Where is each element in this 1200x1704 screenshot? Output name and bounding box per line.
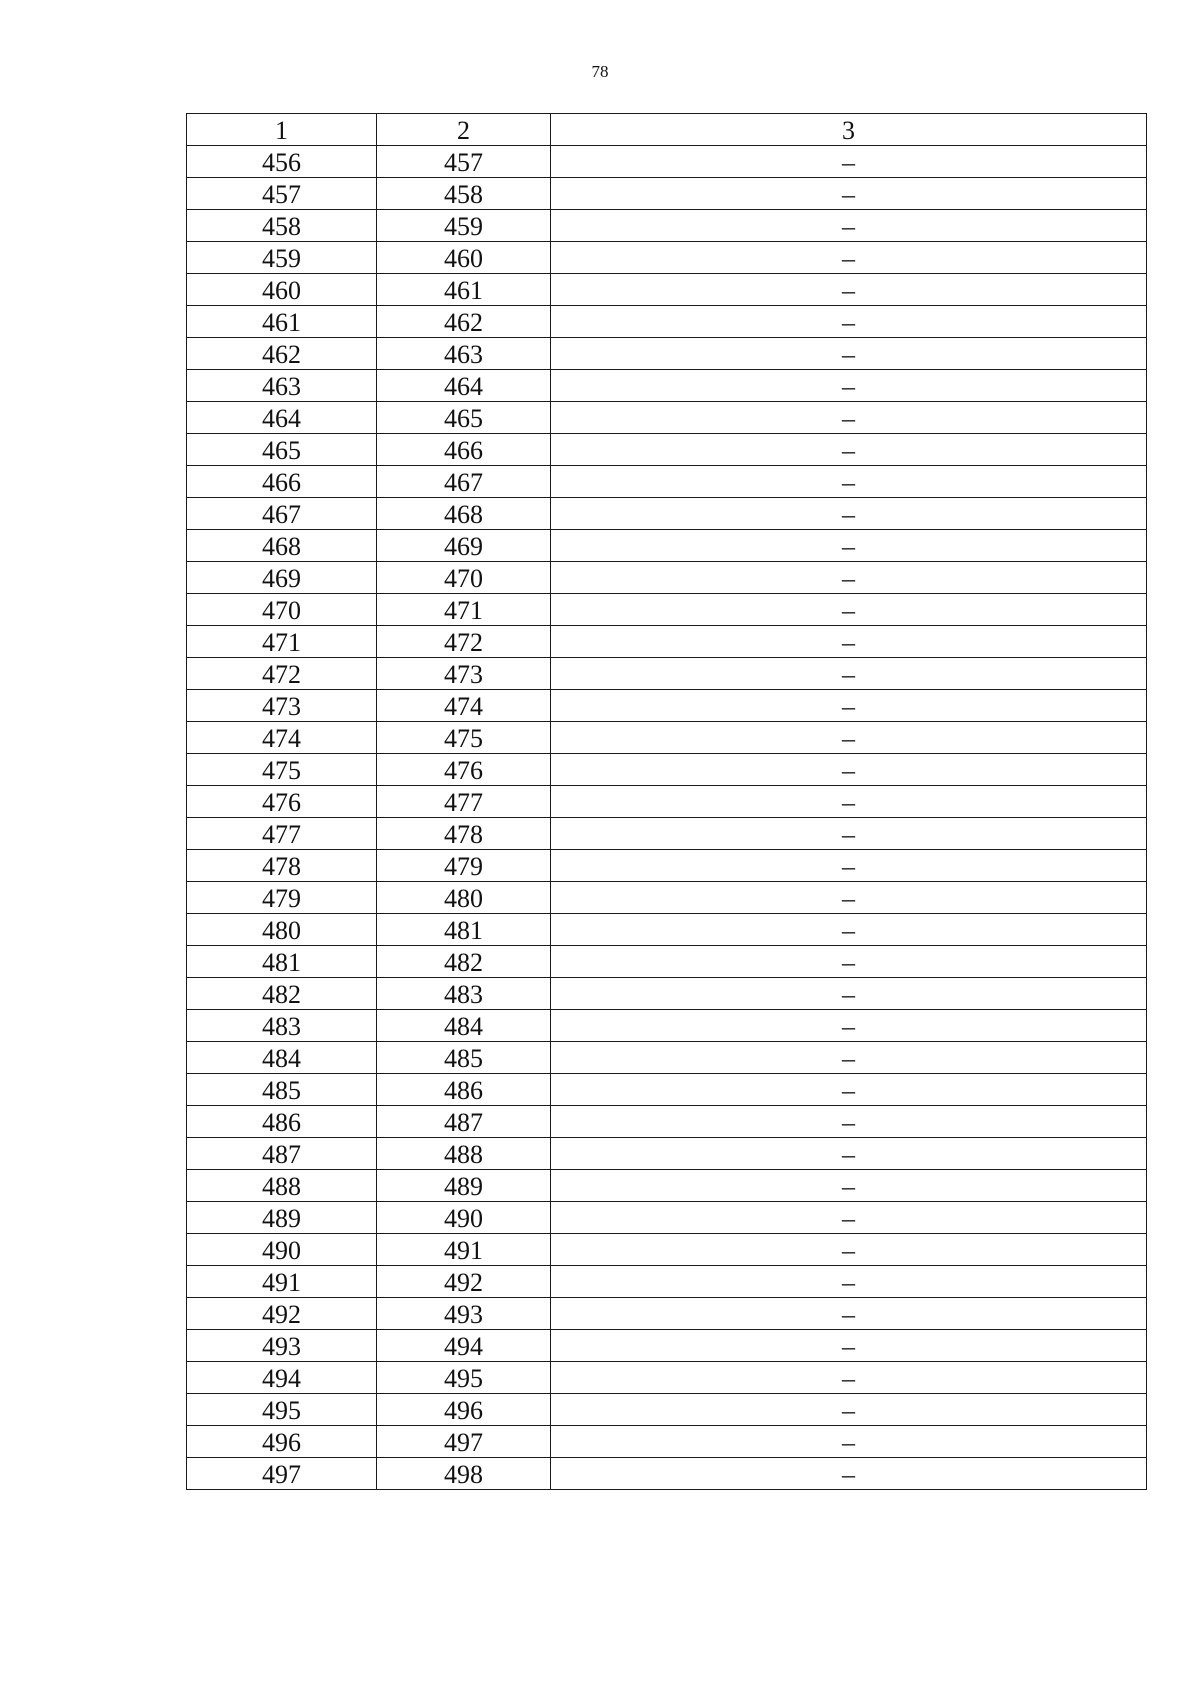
table-cell: – [551,850,1147,882]
table-cell: 492 [377,1266,551,1298]
table-cell: 494 [377,1330,551,1362]
table-cell: – [551,338,1147,370]
table-cell: 491 [377,1234,551,1266]
table-cell: – [551,882,1147,914]
table-cell: 458 [377,178,551,210]
table-cell: 484 [187,1042,377,1074]
table-cell: 468 [377,498,551,530]
table-row [187,626,1147,658]
table-cell: – [551,370,1147,402]
table-cell: 467 [377,466,551,498]
table-cell: 463 [377,338,551,370]
table-cell: – [551,594,1147,626]
table-cell: 493 [377,1298,551,1330]
table-cell: 466 [377,434,551,466]
table-cell: 459 [377,210,551,242]
table-cell: – [551,914,1147,946]
table-cell: – [551,242,1147,274]
table-cell: 497 [187,1458,377,1490]
table-cell: – [551,434,1147,466]
table-cell: 473 [377,658,551,690]
table-cell: 495 [187,1394,377,1426]
table-row [187,914,1147,946]
column-header: 3 [551,114,1147,146]
table-row [187,1426,1147,1458]
data-table [186,113,1147,1490]
table-cell: 456 [187,146,377,178]
table-cell: 465 [187,434,377,466]
table-row [187,1234,1147,1266]
table-cell: 483 [377,978,551,1010]
table-cell: 475 [377,722,551,754]
table-cell: 491 [187,1266,377,1298]
table-row [187,146,1147,178]
table-row [187,1330,1147,1362]
table-row [187,242,1147,274]
table-cell: 496 [377,1394,551,1426]
page-number: 78 [591,62,609,81]
table-cell: – [551,530,1147,562]
table-row [187,178,1147,210]
table-cell: 472 [377,626,551,658]
table-cell: 488 [377,1138,551,1170]
table-row [187,210,1147,242]
table-cell: – [551,1074,1147,1106]
table-cell: 489 [377,1170,551,1202]
table-cell: 473 [187,690,377,722]
table-cell: 474 [187,722,377,754]
table-cell: 469 [187,562,377,594]
table-cell: 461 [187,306,377,338]
table-header [187,114,1147,146]
table-cell: 486 [187,1106,377,1138]
table-row [187,594,1147,626]
table-cell: 470 [187,594,377,626]
table-cell: – [551,1042,1147,1074]
table-row [187,1202,1147,1234]
table-cell: – [551,946,1147,978]
table-cell: 498 [377,1458,551,1490]
table-cell: 460 [187,274,377,306]
table-row [187,658,1147,690]
table-cell: 494 [187,1362,377,1394]
table-row [187,274,1147,306]
table-cell: 474 [377,690,551,722]
table-row [187,690,1147,722]
table-row [187,946,1147,978]
table-row [187,1298,1147,1330]
table-cell: – [551,690,1147,722]
table-body [187,146,1147,1490]
table-cell: 462 [187,338,377,370]
table-row [187,1362,1147,1394]
table-cell: 468 [187,530,377,562]
table-cell: 490 [187,1234,377,1266]
table-cell: 477 [377,786,551,818]
table-cell: 485 [377,1042,551,1074]
table-cell: 476 [377,754,551,786]
table-cell: 471 [187,626,377,658]
table-cell: – [551,306,1147,338]
table-cell: 478 [187,850,377,882]
table-cell: 470 [377,562,551,594]
table-cell: – [551,1170,1147,1202]
table-row [187,1042,1147,1074]
table-row [187,338,1147,370]
table-cell: – [551,1298,1147,1330]
table-cell: 477 [187,818,377,850]
table-cell: – [551,722,1147,754]
table-cell: – [551,466,1147,498]
table-row [187,1074,1147,1106]
table-cell: – [551,978,1147,1010]
table-cell: 485 [187,1074,377,1106]
table-cell: 487 [187,1138,377,1170]
table-cell: 481 [187,946,377,978]
table-row [187,1458,1147,1490]
table-cell: – [551,402,1147,434]
table-cell: 472 [187,658,377,690]
table-cell: – [551,1362,1147,1394]
table-cell: 463 [187,370,377,402]
table-cell: 495 [377,1362,551,1394]
table-cell: – [551,626,1147,658]
table-cell: 493 [187,1330,377,1362]
table-row [187,498,1147,530]
table-row [187,1170,1147,1202]
table-cell: – [551,178,1147,210]
table-cell: 480 [377,882,551,914]
table-row [187,306,1147,338]
table-cell: 479 [377,850,551,882]
table-cell: 479 [187,882,377,914]
table-cell: 476 [187,786,377,818]
table-row [187,1138,1147,1170]
table-cell: 478 [377,818,551,850]
table-cell: 486 [377,1074,551,1106]
table-cell: – [551,1266,1147,1298]
table-cell: 481 [377,914,551,946]
table-row [187,722,1147,754]
table-row [187,1106,1147,1138]
table-cell: – [551,274,1147,306]
table-cell: – [551,1234,1147,1266]
table-cell: 464 [187,402,377,434]
table-cell: – [551,786,1147,818]
table-row [187,370,1147,402]
table-cell: – [551,818,1147,850]
table-row [187,562,1147,594]
table-cell: 484 [377,1010,551,1042]
table-row [187,1394,1147,1426]
table-cell: 466 [187,466,377,498]
table-cell: 471 [377,594,551,626]
table-cell: – [551,754,1147,786]
table-cell: 464 [377,370,551,402]
table-cell: – [551,1330,1147,1362]
table-cell: 465 [377,402,551,434]
table-cell: 480 [187,914,377,946]
table-cell: 458 [187,210,377,242]
table-cell: 497 [377,1426,551,1458]
table-row [187,530,1147,562]
table-cell: – [551,498,1147,530]
table-row [187,818,1147,850]
table-cell: – [551,1202,1147,1234]
table-cell: 467 [187,498,377,530]
table-row [187,882,1147,914]
table-cell: 492 [187,1298,377,1330]
table-row [187,754,1147,786]
table-cell: – [551,562,1147,594]
table-cell: – [551,1394,1147,1426]
table-row [187,850,1147,882]
table-cell: 469 [377,530,551,562]
header-row [187,114,1147,146]
table-cell: – [551,1426,1147,1458]
table-cell: 457 [377,146,551,178]
table-cell: 482 [377,946,551,978]
table-cell: 461 [377,274,551,306]
table-cell: – [551,1138,1147,1170]
table-cell: 475 [187,754,377,786]
table-cell: 487 [377,1106,551,1138]
table-cell: 489 [187,1202,377,1234]
column-header: 2 [377,114,551,146]
table-cell: – [551,210,1147,242]
table-row [187,786,1147,818]
table-row [187,434,1147,466]
table-cell: 462 [377,306,551,338]
column-header: 1 [187,114,377,146]
table-cell: – [551,1458,1147,1490]
table-cell: – [551,658,1147,690]
table-cell: 459 [187,242,377,274]
table-cell: 483 [187,1010,377,1042]
table-row [187,466,1147,498]
table-row [187,402,1147,434]
table-row [187,1010,1147,1042]
table-cell: 490 [377,1202,551,1234]
table-cell: – [551,1010,1147,1042]
table-cell: 482 [187,978,377,1010]
table-cell: 460 [377,242,551,274]
table-row [187,978,1147,1010]
table-cell: 457 [187,178,377,210]
table-row [187,1266,1147,1298]
table-cell: – [551,1106,1147,1138]
table-cell: – [551,146,1147,178]
table-cell: 488 [187,1170,377,1202]
table-cell: 496 [187,1426,377,1458]
